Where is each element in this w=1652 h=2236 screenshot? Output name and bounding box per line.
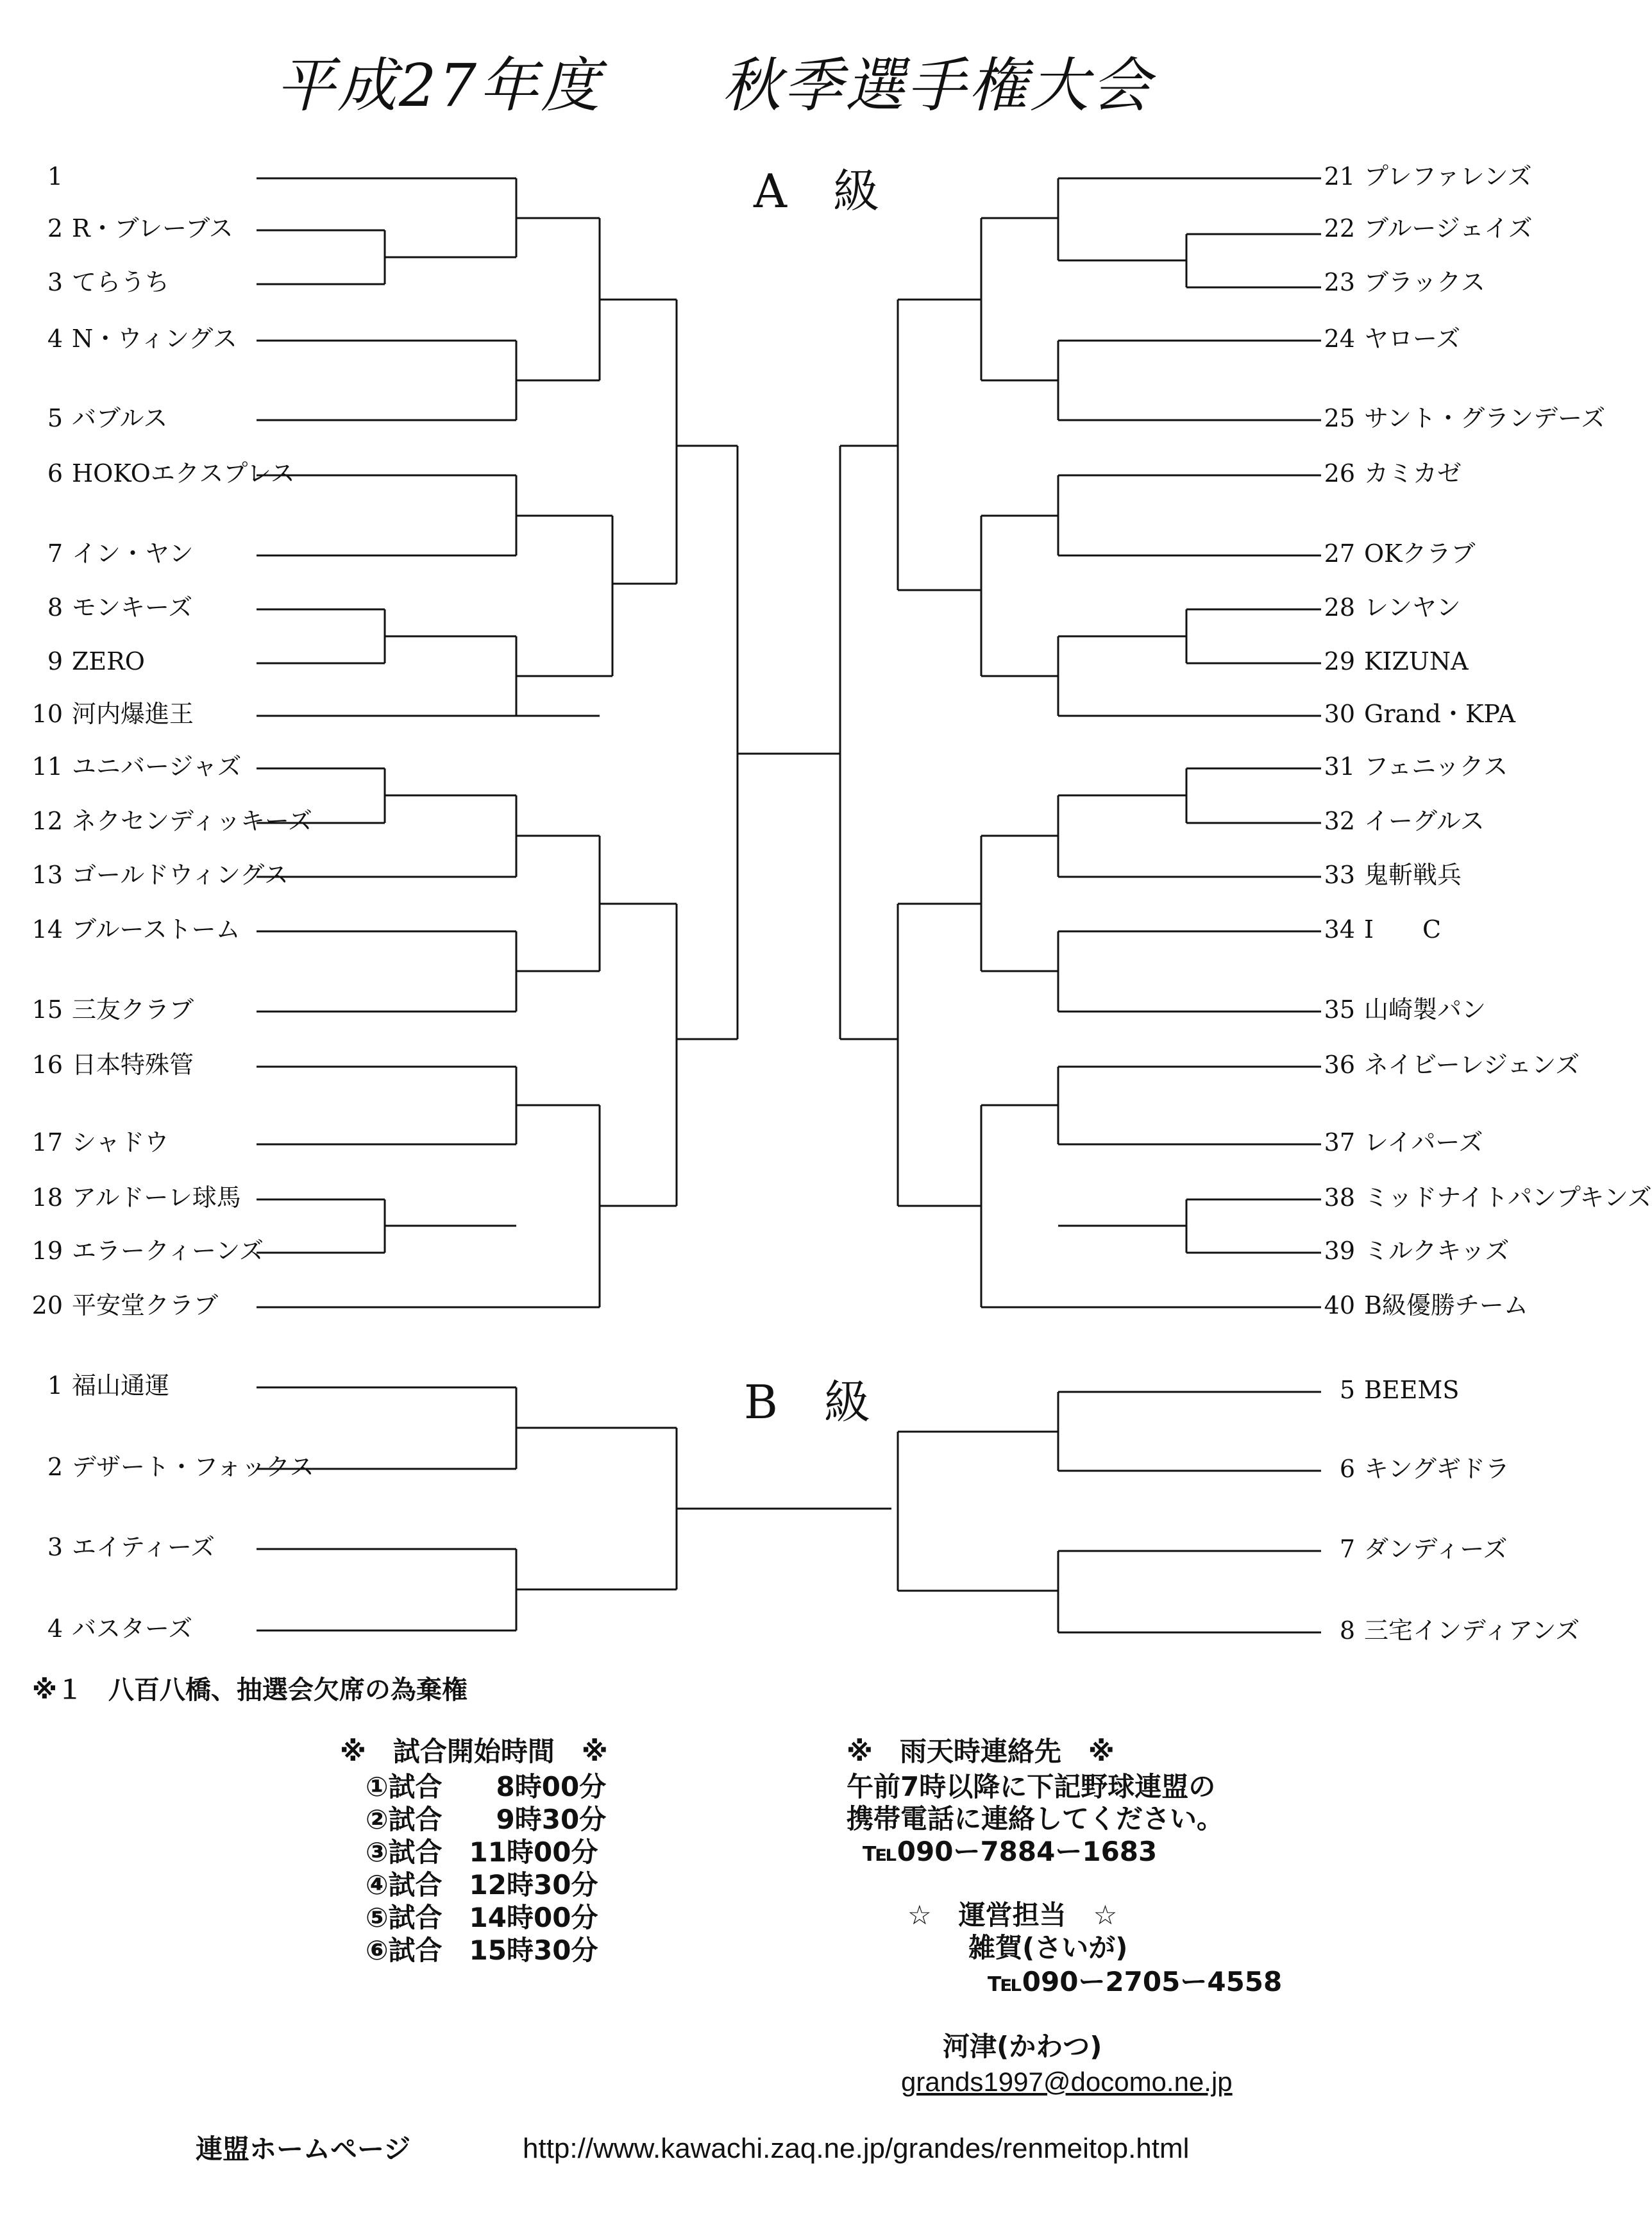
team-number: 13 (31, 861, 63, 889)
forfeit-note: ※１ 八百八橋、抽選会欠席の為棄権 (32, 1675, 468, 1705)
schedule-item: ⑥試合 15時30分 (366, 1935, 598, 1966)
team-name: KIZUNA (1364, 647, 1469, 675)
team-number: 7 (1339, 1535, 1355, 1563)
a-left-team-lines (257, 178, 600, 1307)
team-name: ゴールドウィングス (72, 861, 289, 889)
team-number: 18 (31, 1183, 63, 1212)
team-name: アルドーレ球馬 (72, 1183, 241, 1212)
team-number: 12 (31, 807, 63, 835)
team-name: エラークィーンズ (72, 1237, 264, 1265)
team-number: 27 (1324, 539, 1355, 568)
team-number: 4 (47, 325, 63, 353)
team-name: HOKOエクスプレス (72, 459, 295, 487)
staff-person-1: 雑賀(さいが) (968, 1932, 1128, 1963)
team-name: ネイビーレジェンズ (1364, 1051, 1580, 1079)
team-name: 鬼斬戦兵 (1364, 861, 1462, 889)
team-number: 21 (1324, 162, 1355, 191)
homepage-url-link[interactable]: http://www.kawachi.zaq.ne.jp/grandes/renmeitop.html (523, 2133, 1190, 2164)
team-name: ミルクキッズ (1364, 1237, 1510, 1265)
schedule-item: ⑤試合 14時00分 (366, 1902, 598, 1933)
team-number: 25 (1324, 404, 1355, 432)
team-name: サント・グランデーズ (1364, 404, 1606, 432)
team-number: 28 (1324, 593, 1355, 622)
team-number: 37 (1324, 1128, 1355, 1156)
team-number: 19 (31, 1237, 63, 1265)
team-number: 9 (47, 647, 63, 675)
team-number: 22 (1324, 214, 1355, 242)
team-entry (19, 1053, 194, 1077)
team-number: 5 (1339, 1376, 1355, 1404)
schedule-item: ②試合 9時30分 (366, 1804, 607, 1835)
team-name: レイパーズ (1364, 1128, 1483, 1156)
team-name: 三宅インディアンズ (1364, 1616, 1580, 1645)
staff-heading: ☆ 運営担当 ☆ (907, 1899, 1118, 1931)
team-number: 29 (1324, 647, 1355, 675)
team-entry (1311, 1130, 1483, 1155)
team-name: イーグルス (1364, 807, 1485, 835)
team-name: ダンディーズ (1364, 1535, 1508, 1563)
a-right-team-lines (981, 178, 1321, 1307)
team-name: Grand・KPA (1364, 700, 1515, 728)
team-entry (1311, 270, 1485, 294)
team-number: 6 (1339, 1455, 1355, 1483)
team-name: ユニバージャズ (72, 752, 242, 781)
team-entry (1311, 1239, 1509, 1263)
team-entry (19, 809, 312, 833)
grade-a-label: A 級 (754, 164, 879, 218)
team-name: イン・ヤン (72, 539, 194, 568)
team-entry (19, 1239, 264, 1263)
page-title (276, 51, 1153, 120)
team-name: レンヤン (1364, 593, 1461, 622)
team-name: BEEMS (1364, 1376, 1460, 1404)
team-name: バスターズ (72, 1614, 193, 1643)
team-entry (19, 997, 194, 1022)
team-name: バブルス (72, 404, 168, 432)
team-number: 33 (1324, 861, 1355, 889)
schedule-item: ①試合 8時00分 (366, 1771, 607, 1802)
team-number: 2 (47, 214, 63, 242)
team-entry (19, 649, 145, 673)
team-number: 26 (1324, 459, 1355, 487)
team-name: フェニックス (1364, 752, 1508, 781)
team-number: 3 (47, 1533, 63, 1561)
team-name: デザート・フォックス (72, 1453, 314, 1481)
team-number: 14 (31, 915, 63, 944)
team-entry (1311, 1378, 1459, 1402)
team-entry (19, 461, 295, 486)
team-name: R・ブレーブス (72, 214, 233, 242)
team-name: 福山通運 (72, 1371, 170, 1400)
team-name: シャドウ (72, 1128, 169, 1156)
team-name: キングギドラ (1364, 1455, 1510, 1483)
team-number: 36 (1324, 1051, 1355, 1079)
team-entry (19, 1616, 192, 1641)
team-entry (19, 216, 233, 241)
team-number: 38 (1324, 1183, 1355, 1212)
team-entry (19, 595, 192, 620)
team-number: 16 (31, 1051, 63, 1079)
team-entry (19, 541, 194, 566)
team-name: ブルーストーム (72, 915, 240, 944)
team-number: 34 (1324, 915, 1355, 944)
team-entry (1311, 406, 1605, 430)
team-number: 5 (47, 404, 63, 432)
team-number: 39 (1324, 1237, 1355, 1265)
team-entry (1311, 164, 1532, 189)
team-name: ミッドナイトパンプキンズ (1364, 1183, 1652, 1212)
team-number: 35 (1324, 995, 1355, 1024)
team-entry (1311, 216, 1533, 241)
team-entry (19, 1373, 169, 1398)
team-name: ブルージェイズ (1364, 214, 1533, 242)
team-name: 河内爆進王 (72, 700, 194, 728)
team-number: 23 (1324, 268, 1355, 296)
team-entry (19, 917, 240, 942)
team-name: モンキーズ (72, 593, 193, 622)
team-number: 40 (1324, 1291, 1355, 1319)
title-name: 秋季選手権大会 (721, 51, 1153, 120)
staff-email-link[interactable]: grands1997@docomo.ne.jp (901, 2067, 1233, 2097)
team-entry (1311, 1537, 1507, 1561)
team-entry (1311, 702, 1515, 726)
schedule-item: ③試合 11時00分 (366, 1836, 598, 1868)
team-entry (19, 1293, 218, 1317)
team-name: OKクラブ (1364, 539, 1476, 568)
a-right-round-lines (744, 178, 1186, 1307)
team-name: ネクセンディッキーズ (72, 807, 313, 835)
team-number: 7 (47, 539, 63, 568)
team-name: てらうち (72, 268, 170, 296)
team-entry (1311, 461, 1462, 486)
team-number: 4 (47, 1614, 63, 1643)
team-entry (19, 270, 169, 294)
team-number: 32 (1324, 807, 1355, 835)
team-entry (19, 406, 167, 430)
rain-tel: ℡090ー7884ー1683 (863, 1836, 1158, 1867)
team-entry (1311, 1185, 1652, 1210)
team-number: 8 (47, 593, 63, 622)
schedule-heading: ※ 試合開始時間 ※ (340, 1736, 608, 1767)
team-entry (1311, 809, 1485, 833)
team-name: ブラックス (1364, 268, 1485, 296)
team-name: 三友クラブ (72, 995, 194, 1024)
rain-line-2: 携帯電話に連絡してください。 (847, 1803, 1224, 1834)
team-entry (19, 863, 289, 887)
team-number: 3 (47, 268, 63, 296)
team-number: 2 (47, 1453, 63, 1481)
team-number: 31 (1324, 752, 1355, 781)
staff-tel-1: ℡090ー2705ー4558 (988, 1966, 1283, 1997)
team-number: 11 (31, 752, 63, 781)
team-number: 1 (47, 162, 63, 191)
team-number: 20 (31, 1291, 63, 1319)
team-name: ZERO (72, 647, 145, 675)
team-name: 山崎製パン (1364, 995, 1487, 1024)
team-number: 1 (47, 1371, 63, 1400)
team-number: 30 (1324, 700, 1355, 728)
rain-heading: ※ 雨天時連絡先 ※ (847, 1736, 1115, 1767)
team-number: 6 (47, 459, 63, 487)
team-name: カミカゼ (1364, 459, 1462, 487)
team-entry (1311, 863, 1462, 887)
title-year: 平成27年度 (276, 51, 603, 120)
team-entry (19, 326, 237, 351)
team-entry (1311, 1457, 1510, 1481)
rain-line-1: 午前7時以降に下記野球連盟の (847, 1771, 1216, 1802)
team-entry (19, 754, 241, 779)
team-entry (19, 1455, 314, 1479)
team-entry (1311, 541, 1476, 566)
team-number: 24 (1324, 325, 1355, 353)
team-name: B級優勝チーム (1364, 1291, 1528, 1319)
team-entry (1311, 649, 1469, 673)
team-number: 10 (31, 700, 63, 728)
team-entry (1311, 1053, 1580, 1077)
homepage-label: 連盟ホームページ (196, 2133, 411, 2165)
team-name: N・ウィングス (72, 325, 237, 353)
team-name: 日本特殊管 (72, 1051, 194, 1079)
team-name: 平安堂クラブ (72, 1291, 219, 1319)
grade-b-label: B 級 (744, 1375, 870, 1429)
schedule-item: ④試合 12時30分 (366, 1869, 598, 1901)
team-entry (19, 1535, 215, 1559)
team-name: エイティーズ (72, 1533, 215, 1561)
team-entry (1311, 1618, 1580, 1643)
team-entry (1311, 595, 1461, 620)
team-entry (19, 702, 194, 726)
team-number: 17 (31, 1128, 63, 1156)
team-entry (19, 1130, 169, 1155)
team-entry (19, 164, 72, 189)
team-number: 15 (31, 995, 63, 1024)
team-entry (1311, 754, 1508, 779)
team-entry (19, 1185, 241, 1210)
team-entry (1311, 1293, 1528, 1317)
team-number: 8 (1339, 1616, 1355, 1645)
a-left-round-lines (385, 178, 834, 1307)
team-entry (1311, 997, 1486, 1022)
team-entry (1311, 917, 1441, 942)
team-name: ヤローズ (1364, 325, 1461, 353)
team-entry (1311, 326, 1460, 351)
team-name: I C (1364, 915, 1442, 944)
staff-person-2: 河津(かわつ) (943, 2031, 1102, 2062)
team-name: プレファレンズ (1364, 162, 1532, 191)
